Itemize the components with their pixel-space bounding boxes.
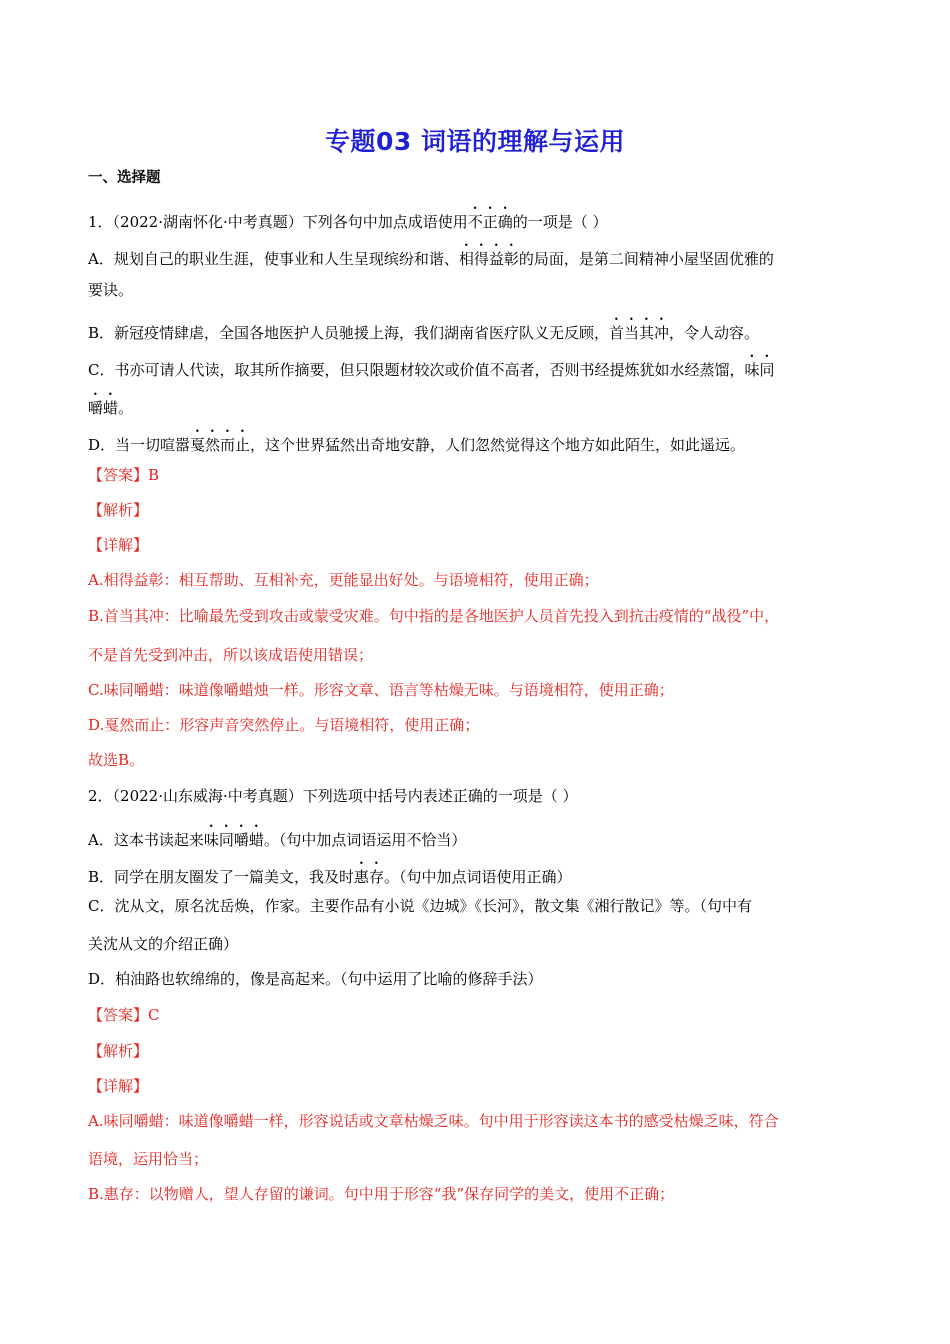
q1-option-b: B．新冠疫情肆虐，全国各地医护人员驰援上海，我们湖南省医疗队义无反顾，首当其冲，令人动容。 [88, 324, 760, 342]
q1-option-a: A．规划自己的职业生涯，使事业和人生呈现缤纷和谐、相得益彰的局面，是第二间精神小屋坚固优雅的 [88, 250, 774, 268]
q1-option-d: D．当一切喧嚣戛然而止，这个世界猛然出奇地安静，人们忽然觉得这个地方如此陌生，如此遥远。 [88, 436, 746, 454]
q1-option-c-cont: 嚼蜡。 [88, 399, 134, 417]
q1-stem: 1．（2022·湖南怀化·中考真题）下列各句中加点成语使用不正确的一项是（ ） [88, 213, 608, 231]
q2-analysis-label: 【解析】 [88, 1042, 149, 1060]
q2-option-c-cont: 关沈从文的介绍正确） [88, 935, 239, 953]
q2-explain-a-cont: 语境，运用恰当； [88, 1150, 209, 1168]
q1-explain-b: B.首当其冲：比喻最先受到攻击或蒙受灾难。句中指的是各地医护人员首先投入到抗击疫情的“战役”中， [88, 607, 780, 625]
q2-explain-a: A.味同嚼蜡：味道像嚼蜡一样，形容说话或文章枯燥乏味。句中用于形容读这本书的感受枯燥乏味，符合 [88, 1112, 779, 1130]
q1-explain-c: C.味同嚼蜡：味道像嚼蜡烛一样。形容文章、语言等枯燥无味。与语境相符，使用正确； [88, 681, 674, 699]
page-title: 专题03 词语的理解与运用 [325, 127, 625, 156]
q2-option-d: D．柏油路也软绵绵的，像是高起来。（句中运用了比喻的修辞手法） [88, 970, 543, 988]
q2-option-c: C．沈从文，原名沈岳焕，作家。主要作品有小说《边城》《长河》，散文集《湘行散记》等。（句中有 [88, 897, 752, 915]
q1-detail-label: 【详解】 [88, 536, 149, 554]
q1-option-a-cont: 要诀。 [88, 281, 134, 299]
q2-stem: 2．（2022·山东威海·中考真题）下列选项中括号内表述正确的一项是（ ） [88, 787, 578, 805]
q2-explain-b: B.惠存：以物赠人，望人存留的谦词。句中用于形容“我”保存同学的美文，使用不正确； [88, 1185, 675, 1203]
q1-explain-b-cont: 不是首先受到冲击，所以该成语使用错误； [88, 646, 374, 664]
q1-explain-a: A.相得益彰：相互帮助、互相补充，更能显出好处。与语境相符，使用正确； [88, 571, 599, 589]
q2-option-a: A．这本书读起来味同嚼蜡。（句中加点词语运用不恰当） [88, 831, 467, 849]
q2-answer: 【答案】C [88, 1006, 160, 1024]
q1-conclusion: 故选B。 [88, 751, 145, 769]
q1-option-c: C．书亦可请人代读，取其所作摘要，但只限题材较次或价值不高者，否则书经提炼犹如水经蒸馏，味同 [88, 361, 775, 379]
section-heading: 一、选择题 [88, 170, 161, 186]
q1-explain-d: D.戛然而止：形容声音突然停止。与语境相符，使用正确； [88, 716, 480, 734]
q2-detail-label: 【详解】 [88, 1077, 149, 1095]
q1-answer: 【答案】B [88, 466, 160, 484]
q2-option-b: B．同学在朋友圈发了一篇美文，我及时惠存。（句中加点词语使用正确） [88, 868, 572, 886]
q1-analysis-label: 【解析】 [88, 501, 149, 519]
